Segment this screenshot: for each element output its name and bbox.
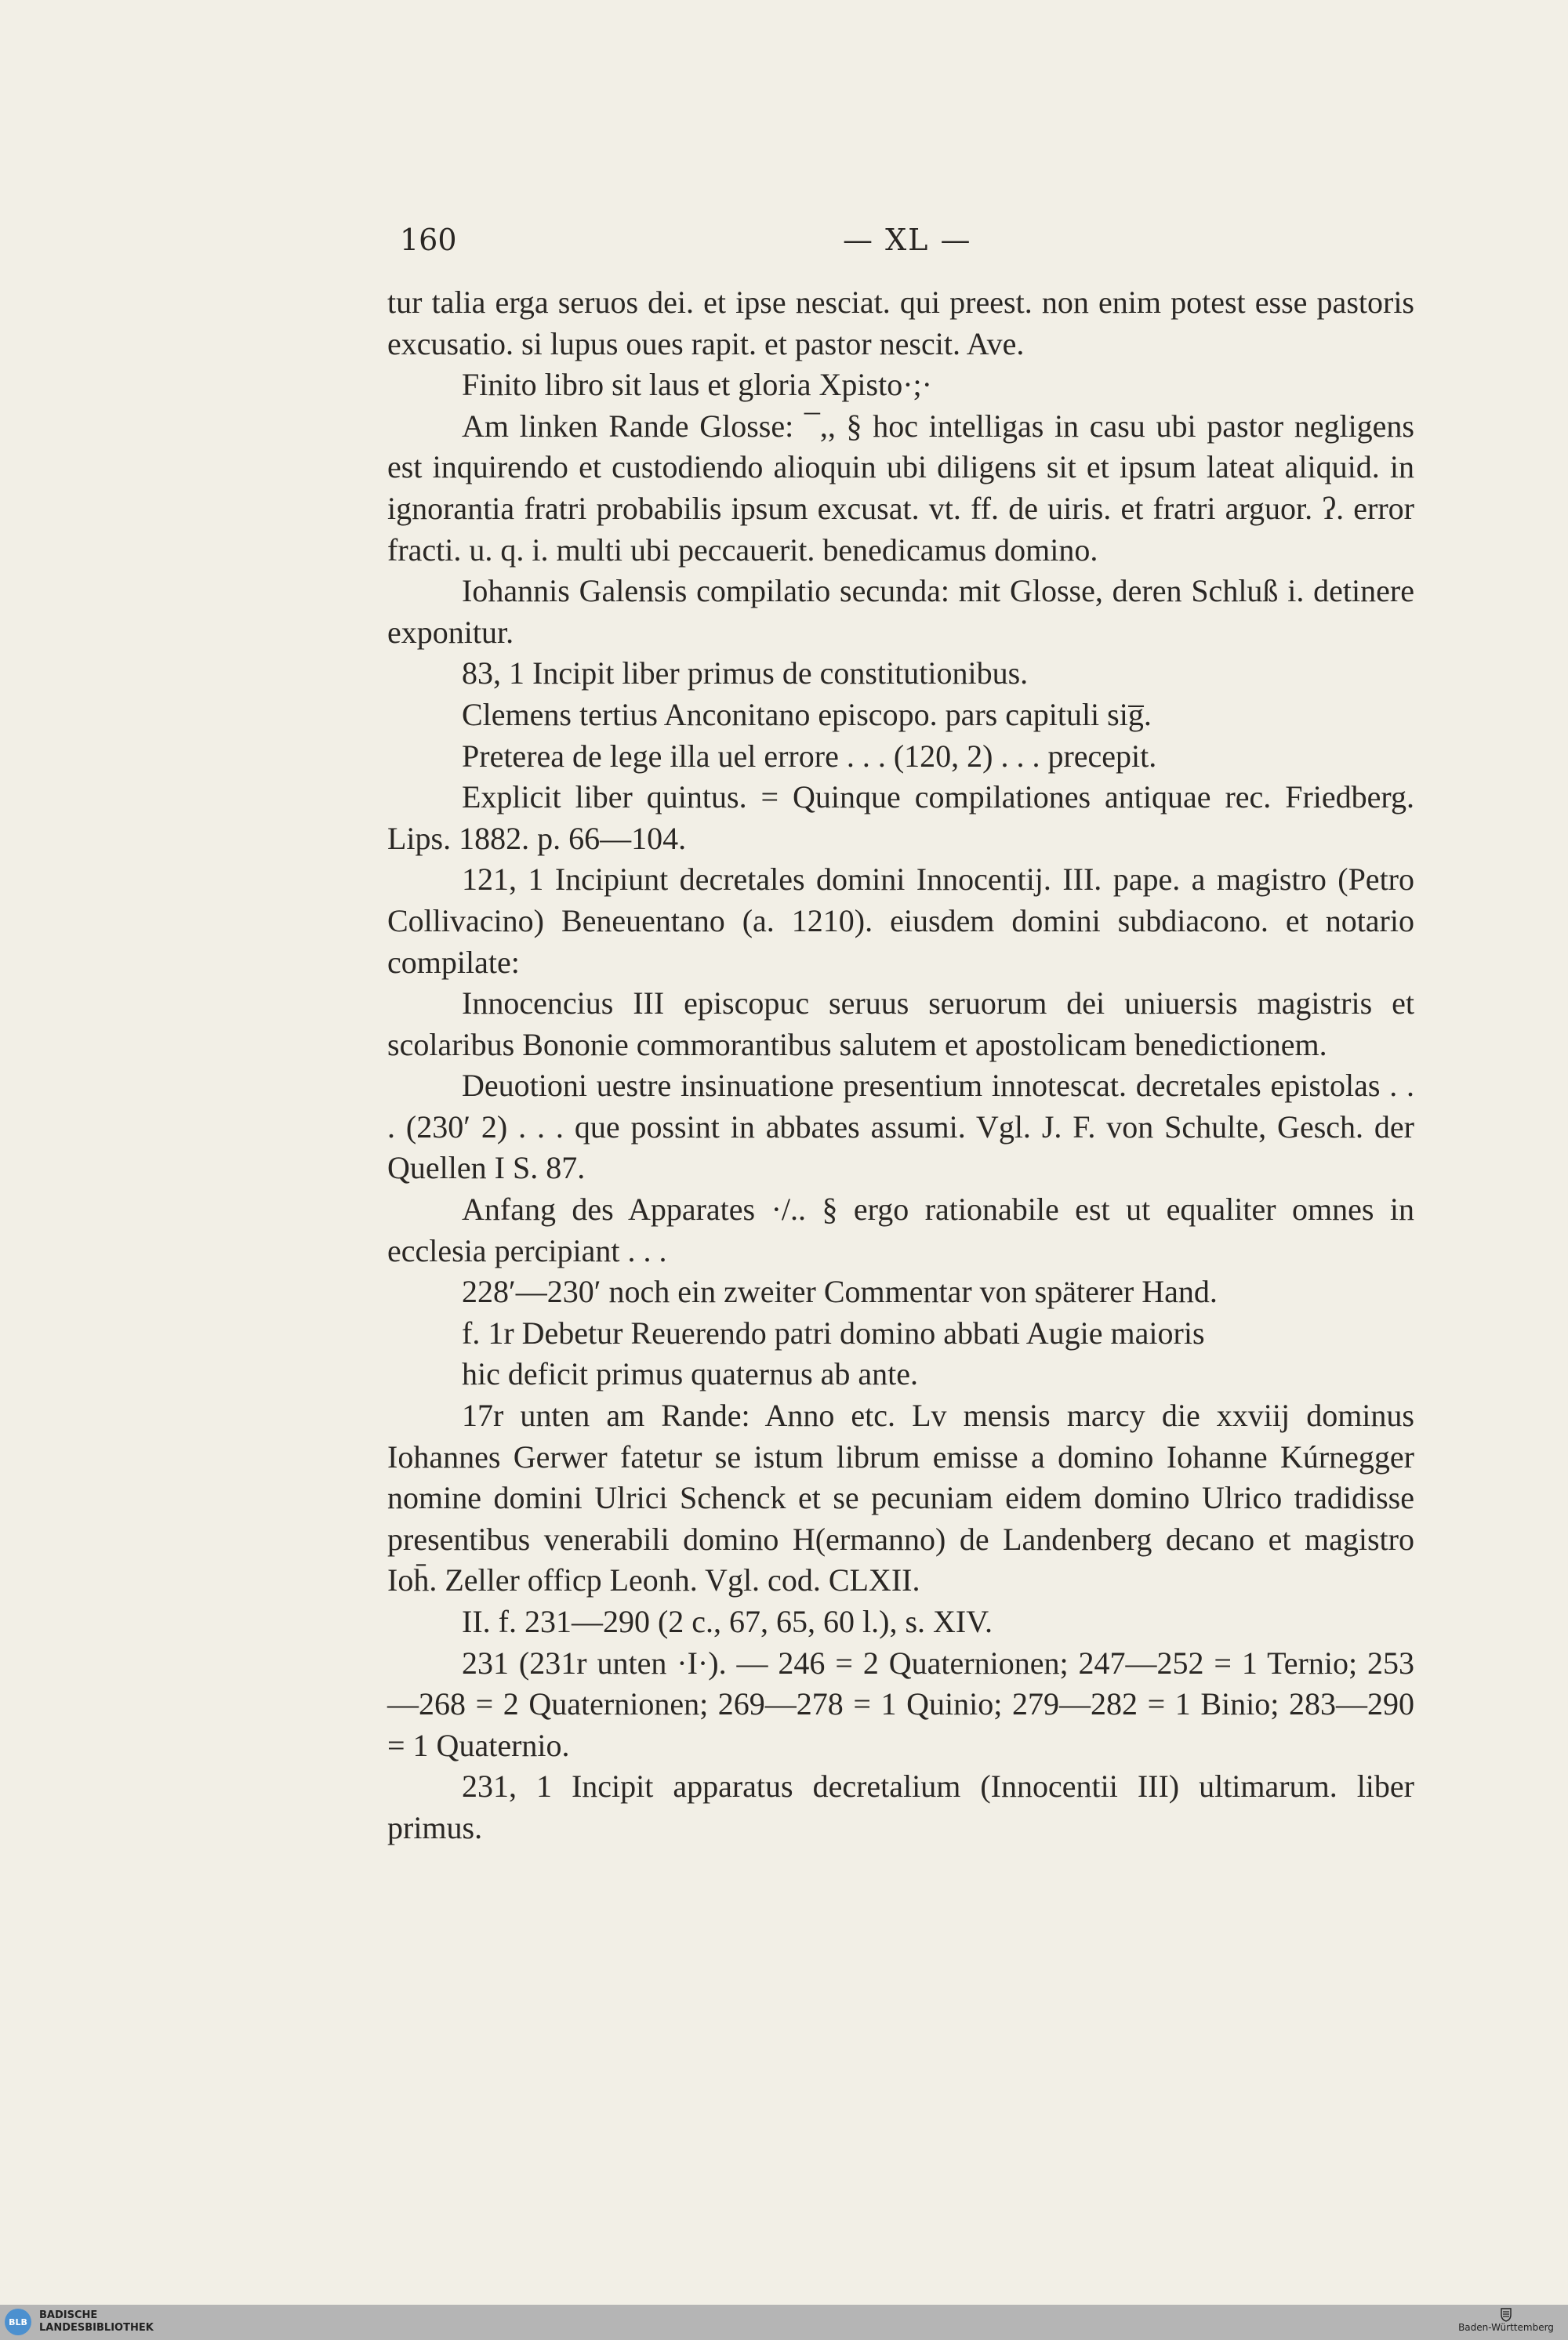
paragraph: f. 1r Debetur Reuerendo patri domino abbati Augie maioris — [462, 1315, 1205, 1351]
library-footer-bar — [0, 2305, 1568, 2340]
paragraph: Innocencius III episcopuc seruus seruorum dei uniuersis magistris et scolaribus Bononie commorantibus salutem et apostolicam benedictionem. — [387, 985, 1414, 1062]
paragraph: 83, 1 Incipit liber primus de constitutionibus. — [462, 655, 1029, 691]
paragraph: Iohannis Galensis compilatio secunda: mit Glosse, deren Schluß i. detinere exponitur. — [387, 573, 1414, 650]
library-name-line2: LANDESBIBLIOTHEK — [39, 2322, 154, 2334]
library-name — [39, 2309, 154, 2335]
page-header — [0, 223, 1568, 263]
paragraph: II. f. 231—290 (2 c., 67, 65, 60 l.), s. XIV. — [462, 1604, 993, 1639]
running-head: — XL — — [843, 223, 972, 257]
paragraph: Am linken Rande Glosse: ¯,, § hoc intelligas in casu ubi pastor negligens est inquirendo et custodiendo alioquin ubi diligens sit et ipsum lateat aliquid. in ignorantia fratri probabilis ipsum excusat. vt. ff. de uiris. et fratri arguor. ʔ. error fracti. u. q. i. multi ubi peccauerit. benedicamus domino. — [387, 408, 1414, 568]
region-mark — [1447, 2308, 1565, 2333]
page-number: 160 — [400, 223, 457, 257]
paragraph: Preterea de lege illa uel errore . . . (120, 2) . . . precepit. — [462, 738, 1157, 774]
library-name-line1: BADISCHE — [39, 2309, 98, 2321]
crest-icon — [1501, 2308, 1512, 2322]
paragraph: 228′—230′ noch ein zweiter Commentar von späterer Hand. — [462, 1274, 1218, 1310]
paragraph: 17r unten am Rande: Anno etc. Lv mensis marcy die xxviij dominus Iohannes Gerwer fatetur se istum librum emisse a domino Iohanne Kúrnegger nomine domini Ulrici Schenck et se pecuniam eidem domino Ulrico tradidisse presentibus venerabili domino H(ermanno) de Landenberg decano et magistro Ioh̄. Zeller officp Leonh. Vgl. cod. CLXII. — [387, 1398, 1414, 1598]
paragraph: hic deficit primus quaternus ab ante. — [462, 1356, 919, 1392]
paragraph: Clemens tertius Anconitano episcopo. pars capituli sig̅. — [462, 696, 1152, 732]
library-logo-icon: BLB — [5, 2309, 31, 2335]
paragraph: Deuotioni uestre insinuatione presentium innotescat. decretales epistolas . . . (230′ 2) . . . que possint in abbates assumi. Vgl. J. F. von Schulte, Gesch. der Quellen I S. 87. — [387, 1068, 1414, 1186]
paragraph: 121, 1 Incipiunt decretales domini Innocentij. III. pape. a magistro (Petro Collivacino) Beneuentano (a. 1210). eiusdem domini subdiacono. et notario compilate: — [387, 862, 1414, 980]
paragraph: 231 (231r unten ·I·). — 246 = 2 Quaternionen; 247—252 = 1 Ternio; 253—268 = 2 Quaternionen; 269—278 = 1 Quinio; 279—282 = 1 Binio; 283—290 = 1 Quaternio. — [387, 1645, 1414, 1763]
paragraph: tur talia erga seruos dei. et ipse nesciat. qui preest. non enim potest esse pastoris excusatio. si lupus oues rapit. et pastor nescit. Ave. — [387, 285, 1414, 361]
paragraph: Explicit liber quintus. = Quinque compilationes antiquae rec. Friedberg. Lips. 1882. p. 66—104. — [387, 779, 1414, 856]
paragraph: 231, 1 Incipit apparatus decretalium (Innocentii III) ultimarum. liber primus. — [387, 1769, 1414, 1845]
paragraph: Finito libro sit laus et gloria Xpisto·;· — [462, 367, 932, 403]
paragraph: Anfang des Apparates ·/.. § ergo rationabile est ut equaliter omnes in ecclesia percipiant . . . — [387, 1192, 1414, 1268]
region-label: Baden-Württemberg — [1458, 2322, 1554, 2333]
body-text — [387, 282, 1414, 1849]
